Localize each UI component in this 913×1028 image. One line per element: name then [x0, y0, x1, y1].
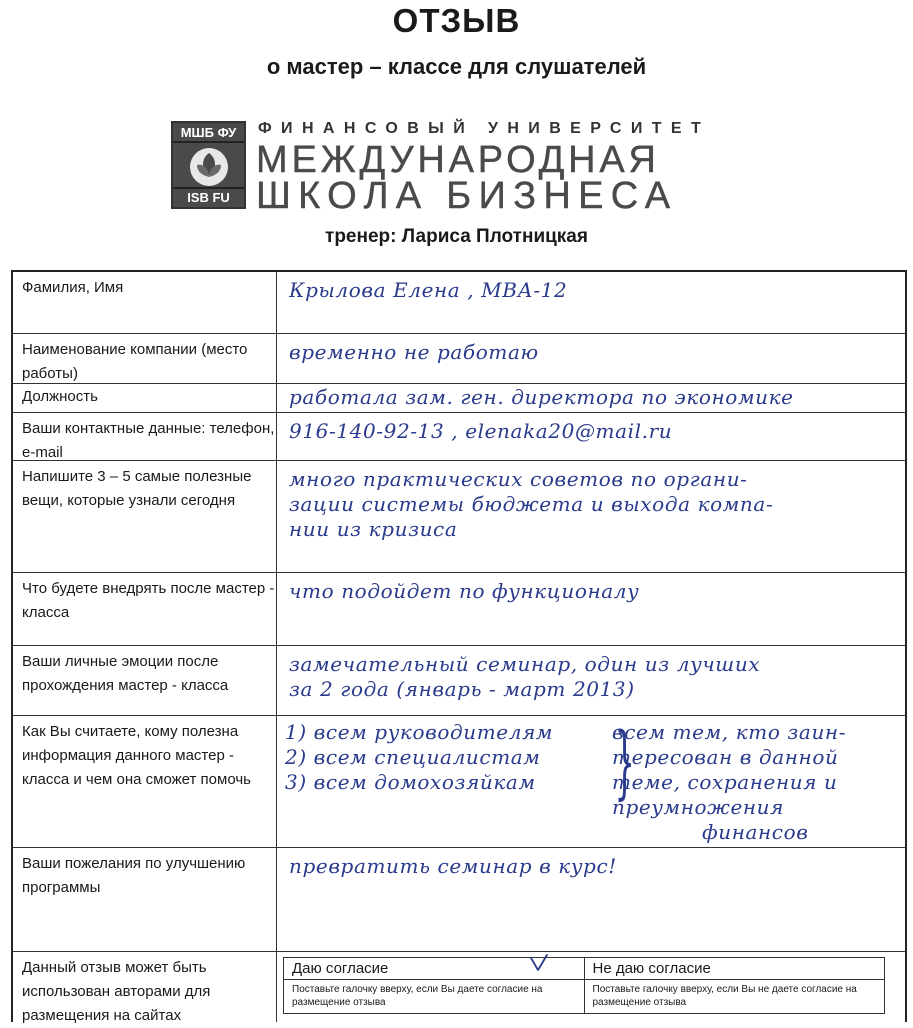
logo-emblem: [171, 121, 246, 209]
logo-emblem-bottom-text: ISB FU: [173, 187, 244, 206]
handwritten-benefit-line: финансов: [702, 820, 809, 844]
handwritten-audience-item: 1) всем руководителям: [285, 720, 554, 744]
label-company: Наименование компании (место работы): [13, 334, 277, 383]
label-implement: Что будете внедрять после мастер - класса: [13, 573, 277, 645]
field-wishes[interactable]: [277, 848, 905, 951]
logo-university-name: ФИНАНСОВЫЙ УНИВЕРСИТЕТ: [258, 120, 711, 137]
consent-disagree-option[interactable]: [584, 958, 885, 1013]
handwritten-benefit-note: [612, 715, 847, 845]
handwritten-benefit-line: преумножения: [612, 795, 784, 819]
row-position: [13, 384, 905, 413]
logo-emblem-top-text: МШБ ФУ: [173, 124, 244, 143]
handwritten-name: Крылова Елена , МВА-12: [289, 278, 568, 302]
logo-school-line2: ШКОЛА БИЗНЕСА: [256, 175, 678, 217]
handwritten-brace: }: [614, 715, 636, 808]
label-consent: Данный отзыв может быть использован авторами для размещения на сайтах: [13, 952, 277, 1022]
field-useful[interactable]: [277, 461, 905, 572]
page-title: ОТЗЫВ: [392, 2, 521, 39]
handwritten-position: работала зам. ген. директора по экономике: [289, 385, 794, 409]
checkmark-icon: [529, 954, 549, 972]
consent-table: [283, 957, 885, 1014]
logo-school-line1: МЕЖДУНАРОДНАЯ: [256, 139, 660, 181]
label-wishes: Ваши пожелания по улучшению программы: [13, 848, 277, 951]
handwritten-benefit-line: всем тем, кто заин-: [612, 720, 847, 744]
field-who-benefits[interactable]: [277, 716, 905, 847]
handwritten-benefit-line: тересован в данной: [612, 745, 839, 769]
field-name[interactable]: [277, 272, 905, 333]
handwritten-implement: что подойдет по функционалу: [289, 579, 640, 603]
consent-agree-note: Поставьте галочку вверху, если Вы даете согласие на размещение отзыва: [292, 984, 543, 1008]
feedback-form-table: [11, 270, 907, 1022]
handwritten-company: временно не работаю: [289, 340, 539, 364]
handwritten-wishes: превратить семинар в курс!: [289, 854, 617, 878]
row-useful: [13, 461, 905, 573]
row-name: [13, 272, 905, 334]
handwritten-audience-item: 2) всем специалистам: [285, 745, 541, 769]
field-emotions[interactable]: [277, 646, 905, 715]
handwritten-emotions-line: замечательный семинар, один из лучших: [289, 652, 761, 676]
page-subtitle: о мастер – классе для слушателей: [266, 54, 647, 79]
logo-flower-icon: [189, 145, 229, 189]
row-wishes: [13, 848, 905, 952]
label-who-benefits: Как Вы считаете, кому полезна информация данного мастер - класса и чем она сможет помочь: [13, 716, 277, 847]
field-contacts[interactable]: [277, 413, 905, 460]
consent-disagree-title: Не даю согласие: [585, 958, 885, 980]
consent-options: [277, 952, 905, 1022]
row-implement: [13, 573, 905, 646]
field-position[interactable]: [277, 384, 905, 412]
row-who-benefits: [13, 716, 905, 848]
label-emotions: Ваши личные эмоции после прохождения мастер - класса: [13, 646, 277, 715]
handwritten-useful-line: нии из кризиса: [289, 517, 458, 541]
field-company[interactable]: [277, 334, 905, 383]
handwritten-useful-line: много практических советов по органи-: [289, 467, 748, 491]
handwritten-emotions-line: за 2 года (январь - март 2013): [289, 677, 635, 701]
consent-agree-title: Даю согласие: [284, 958, 584, 980]
handwritten-audience-list: [285, 720, 553, 795]
label-useful: Напишите 3 – 5 самые полезные вещи, которые узнали сегодня: [13, 461, 277, 572]
row-emotions: [13, 646, 905, 716]
trainer-name: тренер: Лариса Плотницкая: [325, 226, 588, 247]
handwritten-useful-line: зации системы бюджета и выхода компа-: [289, 492, 774, 516]
row-company: [13, 334, 905, 384]
label-name: Фамилия, Имя: [13, 272, 277, 333]
handwritten-audience-item: 3) всем домохозяйкам: [285, 770, 536, 794]
handwritten-contacts: 916-140-92-13 , elenaka20@mail.ru: [289, 419, 673, 443]
row-contacts: [13, 413, 905, 461]
row-consent: [13, 952, 905, 1022]
label-position: Должность: [13, 384, 277, 412]
consent-agree-option[interactable]: [284, 958, 584, 1013]
consent-disagree-note: Поставьте галочку вверху, если Вы не даете согласие на размещение отзыва: [592, 984, 857, 1008]
label-contacts: Ваши контактные данные: телефон, e-mail: [13, 413, 277, 460]
field-implement[interactable]: [277, 573, 905, 645]
handwritten-benefit-line: теме, сохранения и: [612, 770, 838, 794]
